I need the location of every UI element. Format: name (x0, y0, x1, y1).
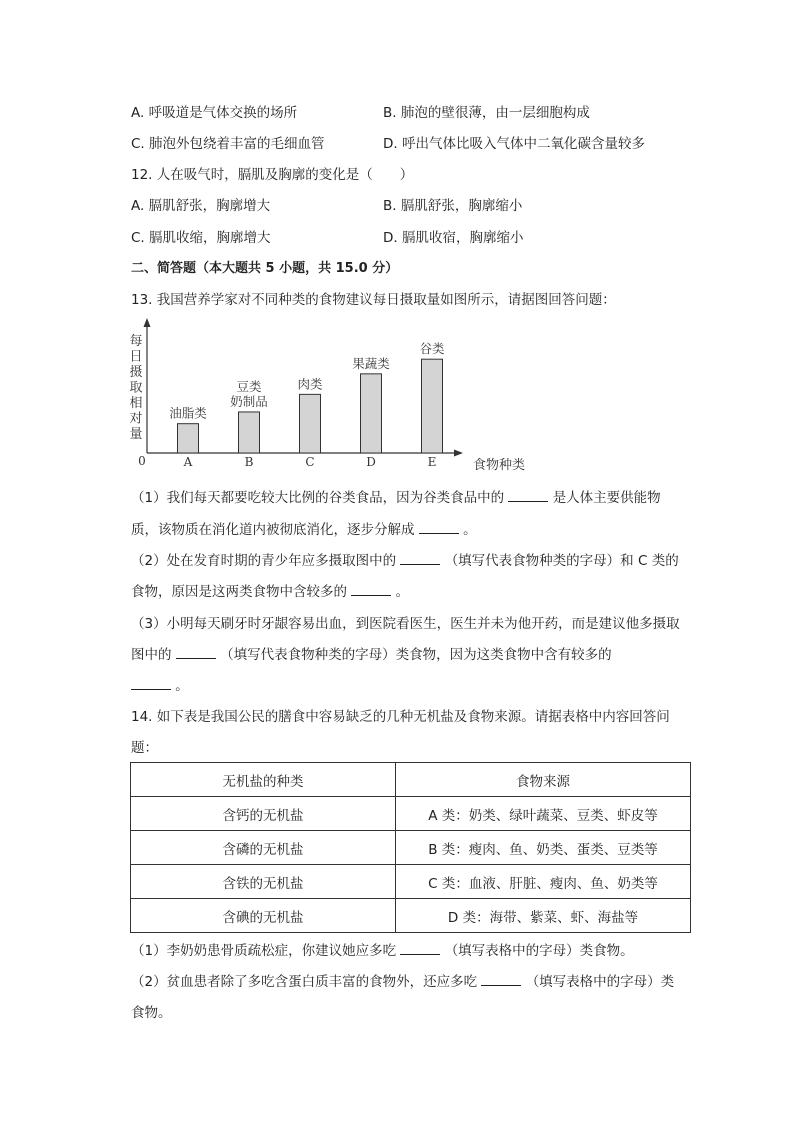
q13-part1-line1: （1）我们每天都要吃较大比例的谷类食品，因为谷类食品中的 是人体主要供能物 (131, 490, 661, 506)
y-axis-label-char: 相 (129, 396, 143, 411)
bar-label: 谷类 (419, 341, 445, 357)
answer-blank[interactable] (481, 973, 521, 986)
q14-part2-line1: （2）贫血患者除了多吃含蛋白质丰富的食物外，还应多吃 （填写表格中的字母）类 (131, 974, 675, 990)
table-cell: 含碘的无机盐 (131, 899, 396, 933)
table-cell: 含铁的无机盐 (131, 865, 396, 899)
x-tick-label: E (427, 455, 437, 469)
x-tick-label: C (305, 455, 315, 469)
bar-A (178, 424, 199, 453)
table-cell: A 类：奶类、绿叶蔬菜、豆类、虾皮等 (396, 797, 691, 831)
table-row (131, 831, 691, 865)
answer-blank[interactable] (400, 552, 440, 565)
q11-option-d: D. 呼出气体比吸入气体中二氧化碳含量较多 (383, 136, 645, 152)
q13-part2-line1: （2）处在发育时期的青少年应多摄取图中的 （填写代表食物种类的字母）和 C 类的 (131, 553, 679, 569)
q12-stem: 12. 人在吸气时，膈肌及胸廓的变化是（ ） (131, 167, 414, 183)
q13-part3-line3: 。 (131, 677, 189, 695)
origin-label: 0 (138, 454, 146, 468)
answer-blank[interactable] (508, 489, 548, 502)
x-tick-label: A (183, 455, 193, 469)
table-cell: 含磷的无机盐 (131, 831, 396, 865)
q14-part1: （1）李奶奶患骨质疏松症，你建议她应多吃 （填写表格中的字母）类食物。 (131, 943, 634, 959)
table-header: 食物来源 (396, 763, 691, 797)
y-axis (144, 318, 151, 453)
y-axis-label-char: 摄 (129, 365, 143, 380)
bar-label: 果蔬类 (352, 355, 390, 371)
table-row (131, 865, 691, 899)
table-header: 无机盐的种类 (131, 763, 396, 797)
y-axis-label-char: 量 (129, 427, 143, 442)
bar-label: 肉类 (297, 376, 323, 392)
q11-option-a: A. 呼吸道是气体交换的场所 (131, 105, 298, 121)
table-cell: B 类：瘦肉、鱼、奶类、蛋类、豆类等 (396, 831, 691, 865)
q13-part3-line2: 图中的 （填写代表食物种类的字母）类食物，因为这类食物中含有较多的 (131, 647, 612, 663)
food-intake-bar-chart (125, 316, 525, 476)
answer-blank[interactable] (351, 583, 391, 596)
answer-blank[interactable] (131, 677, 171, 690)
bar-D (361, 374, 382, 453)
bar-E (422, 359, 443, 453)
y-axis-label-char: 日 (129, 349, 143, 365)
q14-part2-line2: 食物。 (131, 1005, 172, 1021)
bar-label: 豆类 (236, 378, 262, 394)
x-tick-label: B (244, 455, 254, 469)
x-tick-label: D (366, 455, 376, 469)
x-axis-label: 食物种类 (473, 458, 525, 473)
table-row (131, 899, 691, 933)
q12-option-d: D. 膈肌收宿，胸廓缩小 (383, 230, 524, 246)
q12-option-b: B. 膈肌舒张，胸廓缩小 (383, 198, 523, 214)
q12-option-a: A. 膈肌舒张，胸廓增大 (131, 198, 271, 214)
y-axis-label-char: 对 (129, 411, 143, 427)
answer-blank[interactable] (176, 646, 216, 659)
table-cell: D 类：海带、紫菜、虾、海盐等 (396, 899, 691, 933)
y-axis-label (129, 334, 142, 442)
q13-part2-line2: 食物，原因是这两类食物中含较多的 。 (131, 584, 410, 600)
table-cell: C 类：血液、肝脏、瘦肉、鱼、奶类等 (396, 865, 691, 899)
q13-stem: 13. 我国营养学家对不同种类的食物建议每日摄取量如图所示，请据图回答问题： (131, 292, 616, 308)
q13-part1-line2: 质，该物质在消化道内被彻底消化，逐步分解成 。 (131, 522, 477, 538)
bar-label: 油脂类 (169, 405, 207, 421)
answer-blank[interactable] (400, 942, 440, 955)
table-row (131, 797, 691, 831)
bar-label: 奶制品 (230, 393, 268, 409)
section-heading: 二、简答题（本大题共 5 小题，共 15.0 分） (131, 261, 399, 276)
q12-option-c: C. 膈肌收缩，胸廓增大 (131, 230, 271, 246)
mineral-table (130, 762, 691, 933)
bar-C (300, 394, 321, 453)
bar-B (239, 412, 260, 453)
q14-stem-line2: 题： (131, 740, 158, 756)
answer-blank[interactable] (419, 521, 459, 534)
q13-part3-line1: （3）小明每天刷牙时牙龈容易出血，到医院看医生，医生并未为他开药，而是建议他多摄取 (131, 616, 680, 632)
table-header-row (131, 763, 691, 797)
q11-option-c: C. 肺泡外包绕着丰富的毛细血管 (131, 136, 325, 152)
q11-option-b: B. 肺泡的壁很薄，由一层细胞构成 (383, 105, 590, 121)
y-axis-label-char: 每 (129, 334, 143, 349)
q14-stem-line1: 14. 如下表是我国公民的膳食中容易缺乏的几种无机盐及食物来源。请据表格中内容回答问 (131, 709, 670, 725)
y-axis-label-char: 取 (129, 380, 143, 396)
table-cell: 含钙的无机盐 (131, 797, 396, 831)
